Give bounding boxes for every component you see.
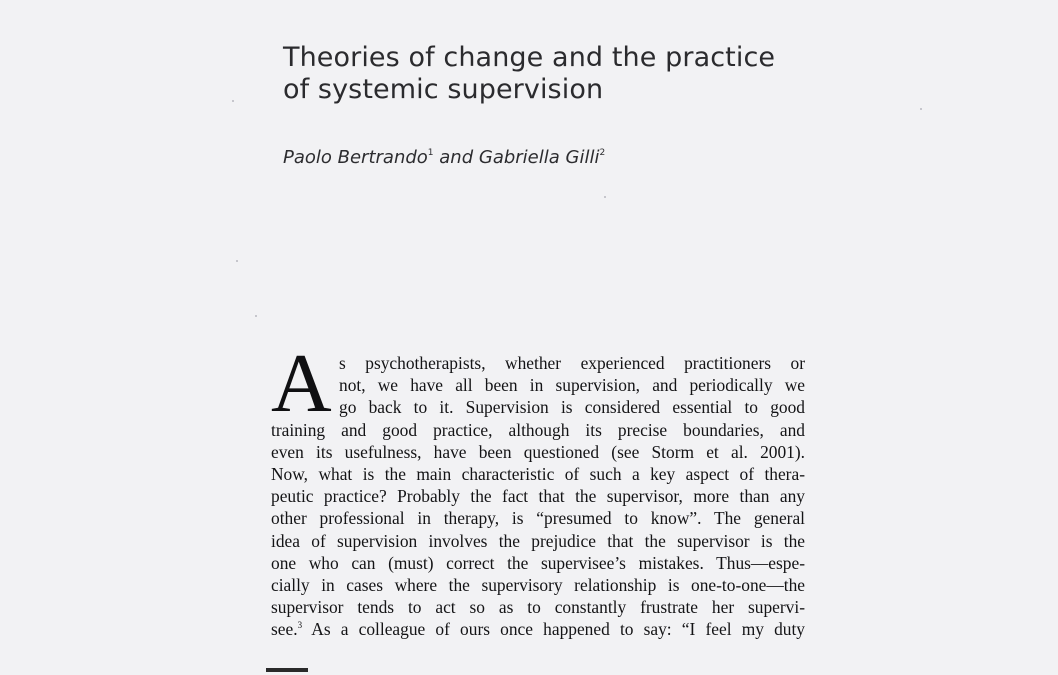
author-1-name: Paolo Bertrando <box>283 147 428 168</box>
last-line-rest: As a colleague of ours once happened to say: “I feel my duty <box>302 619 805 640</box>
body-line: other professional in therapy, is “presumed to know”. The general <box>271 508 805 529</box>
author-line <box>283 147 605 168</box>
drop-cap: A <box>271 337 332 430</box>
title-line-1: Theories of change and the practice <box>283 42 776 73</box>
scan-speck <box>232 100 234 102</box>
body-line: training and good practice, although its precise boundaries, and <box>271 419 805 440</box>
author-connector: and <box>439 147 474 168</box>
body-line: idea of supervision involves the prejudice that the supervisor is the <box>271 530 805 551</box>
scan-speck <box>604 196 606 198</box>
body-line: peutic practice? Probably the fact that the supervisor, more than any <box>271 486 805 507</box>
author-2-note: 2 <box>599 148 606 158</box>
page-rule <box>266 668 308 672</box>
last-line-start: see. <box>271 619 298 640</box>
author-1-note: 1 <box>427 148 434 158</box>
body-line: not, we have all been in supervision, and periodically we <box>339 375 805 396</box>
body-line: Now, what is the main characteristic of such a key aspect of thera- <box>271 463 805 484</box>
body-line: supervisor tends to act so as to constantly frustrate her supervi- <box>271 597 805 618</box>
body-paragraph <box>271 337 805 640</box>
title-line-2: of systemic supervision <box>283 74 604 105</box>
author-2-name: Gabriella Gilli <box>478 147 600 168</box>
article-title <box>283 42 843 106</box>
body-line: even its usefulness, have been questioned (see Storm et al. 2001). <box>271 441 805 462</box>
scan-speck <box>255 315 257 317</box>
body-line: cially in cases where the supervisory relationship is one-to-one—the <box>271 574 805 595</box>
body-line: one who can (must) correct the supervisee’s mistakes. Thus—espe- <box>271 552 805 573</box>
footnote-marker-3: 3 <box>297 620 303 631</box>
body-line: s psychotherapists, whether experienced practitioners or <box>339 353 805 373</box>
scan-speck <box>236 260 238 262</box>
body-line: go back to it. Supervision is considered essential to good <box>339 397 805 418</box>
scan-speck <box>920 108 922 110</box>
body-line <box>271 618 805 640</box>
